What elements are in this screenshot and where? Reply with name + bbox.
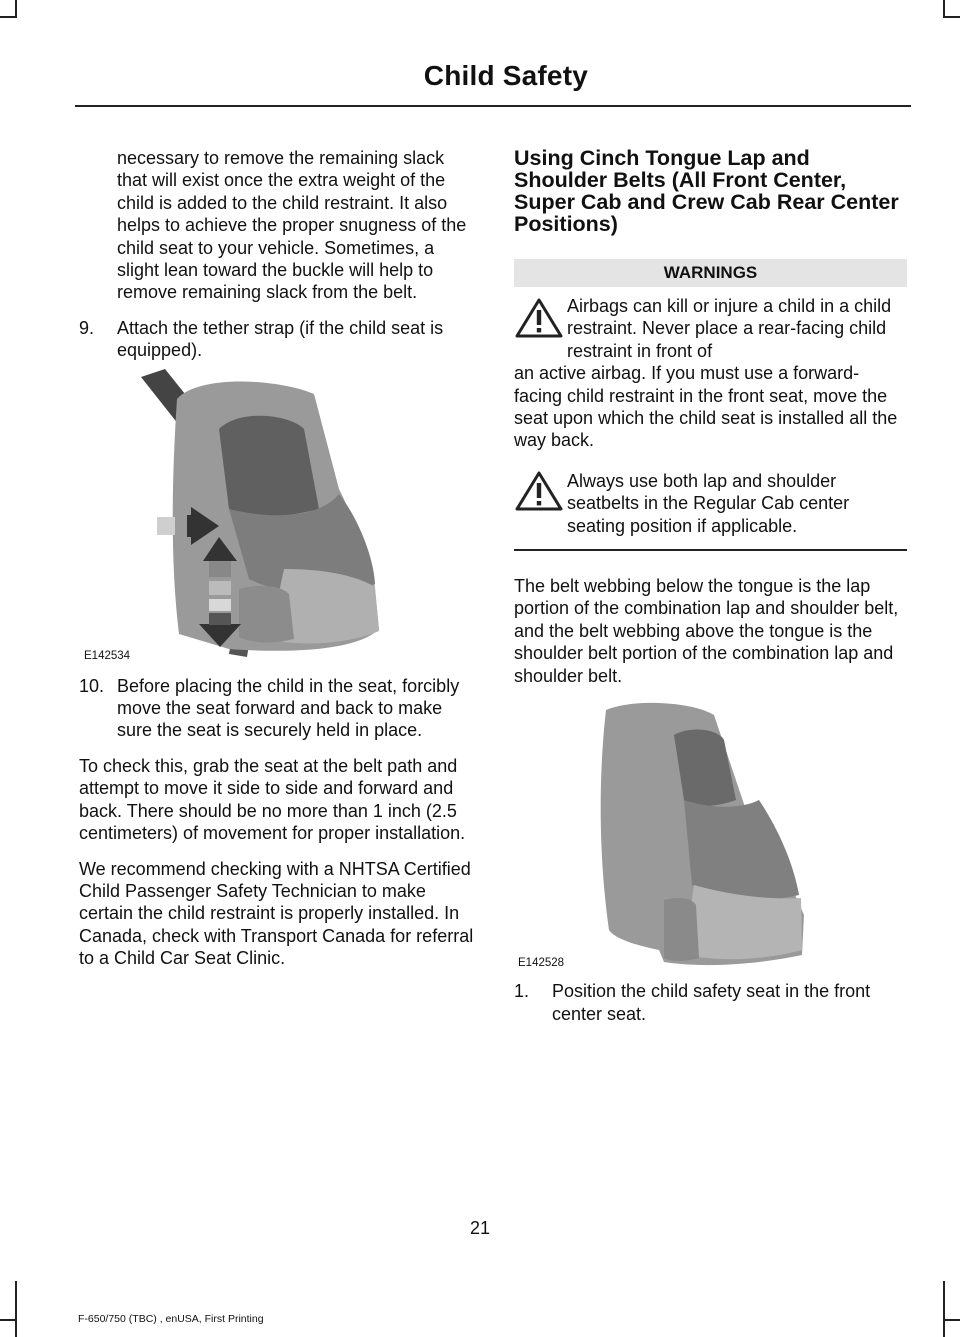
page-title: Child Safety (423, 60, 588, 91)
warning-triangle-icon (514, 297, 564, 339)
step-1-number: 1. (514, 981, 530, 1002)
check-paragraph: To check this, grab the seat at the belt path and attempt to move it side to side and forward and back. There should be no more than 1 inch (2.5 centimeters) of movement for proper installation. (79, 755, 466, 844)
figure-seat (514, 700, 907, 968)
continuation-paragraph: necessary to remove the remaining slack that will exist once the extra weight of the child is added to the child restraint. It also helps to achieve the proper snugness of the child seat to your vehicle. Sometimes, a slight lean toward the buckle will help to remove remaining slack from the belt. (117, 148, 467, 303)
page-number: 21 (469, 1218, 491, 1238)
step-10 (79, 675, 477, 742)
header-rule (75, 105, 911, 107)
warning-2-text: Always use both lap and shoulder seatbelts in the Regular Cab center seating position if applicable. (567, 470, 850, 536)
warning-1-text (514, 295, 907, 452)
child-seat-tether-illustration (79, 369, 477, 661)
step-9-text: Attach the tether strap (if the child seat is equipped). (117, 317, 444, 361)
crop-mark (0, 16, 17, 18)
warning-triangle-icon (514, 470, 564, 512)
figure-code: E142528 (518, 957, 565, 970)
figure-tether (79, 369, 477, 661)
crop-mark (943, 1319, 960, 1321)
warning-1 (514, 291, 907, 452)
crop-mark (943, 16, 960, 18)
step-9 (79, 317, 477, 362)
step-10-text: Before placing the child in the seat, forcibly move the seat forward and back to make sure the seat is securely held in place. (117, 675, 460, 741)
footer-text: F-650/750 (TBC) , enUSA, First Printing (78, 1313, 264, 1325)
crop-mark (0, 1319, 17, 1321)
belt-paragraph: The belt webbing below the tongue is the lap portion of the combination lap and shoulder belt, and the belt webbing above the tongue is the shoulder belt portion of the combination lap and shoulder belt. (514, 576, 899, 686)
crop-mark (15, 1281, 17, 1337)
warnings-label: WARNINGS (514, 259, 907, 287)
right-column (514, 147, 907, 1038)
warnings-end-rule (514, 549, 907, 551)
left-column (79, 147, 477, 983)
section-heading: Using Cinch Tongue Lap and Shoulder Belts (All Front Center, Super Cab and Crew Cab Rear Center Positions) (514, 146, 899, 236)
step-9-number: 9. (79, 317, 95, 338)
recommend-paragraph: We recommend checking with a NHTSA Certified Child Passenger Safety Technician to make certain the child restraint is properly installed. In Canada, check with Transport Canada for referral to a Child Car Seat Clinic. (79, 858, 474, 969)
warning-1-first: Airbags can kill or injure a child in a child restraint. Never place a rear-facing child restraint in front of (567, 296, 892, 361)
figure-code: E142534 (84, 649, 131, 662)
child-seat-illustration (514, 700, 907, 968)
step-1 (514, 980, 907, 1025)
crop-mark (943, 1281, 945, 1337)
warning-1-rest: an active airbag. If you must use a forward-facing child restraint in the front seat, move the seat upon which the child seat is installed all the way back. (514, 363, 898, 451)
step-1-text: Position the child safety seat in the front center seat. (552, 981, 871, 1024)
warning-2 (514, 466, 907, 537)
step-10-number: 10. (79, 675, 105, 696)
